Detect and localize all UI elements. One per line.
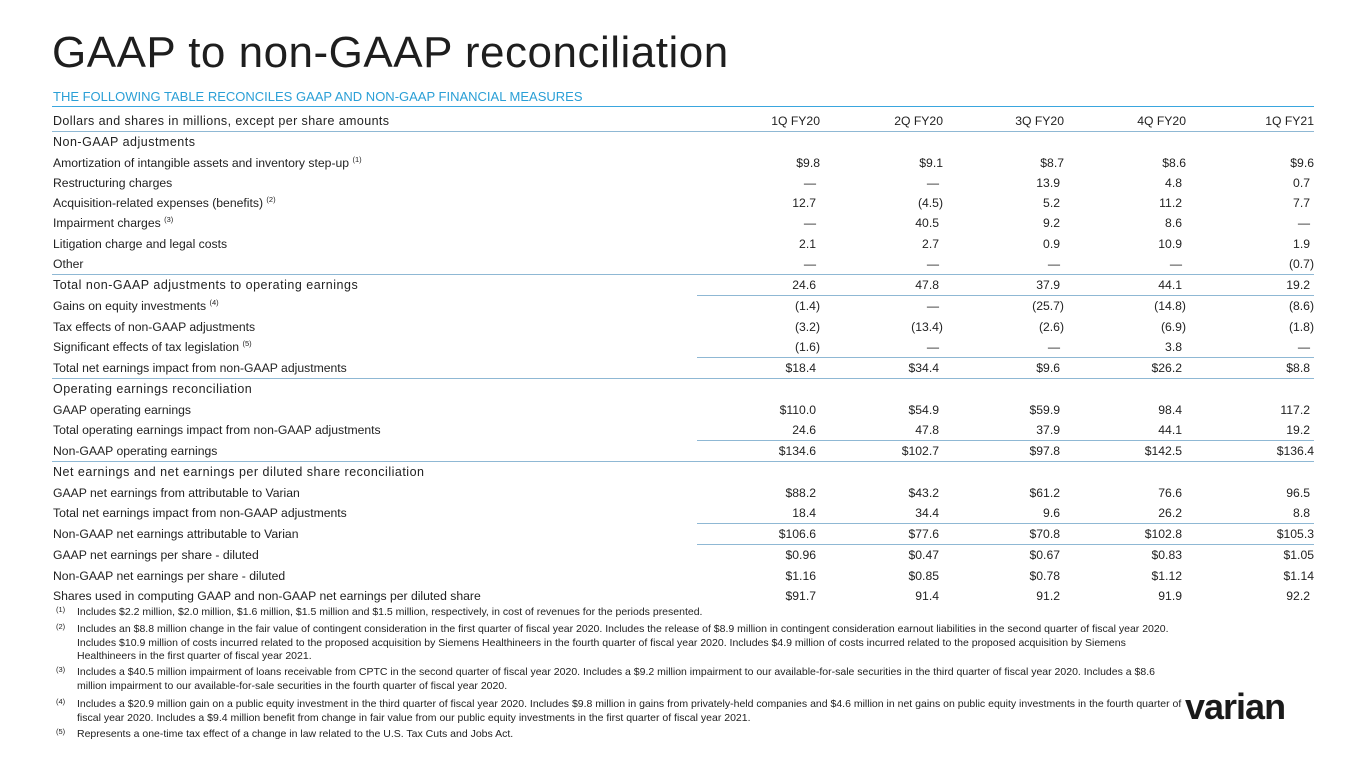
- cell-value: —: [803, 175, 816, 190]
- cell-value: 8.6: [1165, 216, 1182, 231]
- header-divider: [52, 106, 1314, 107]
- cell-value: (3.2): [794, 319, 820, 334]
- section-label: Net earnings and net earnings per diluted share reconciliation: [52, 462, 1314, 483]
- cell-value: $91.7: [785, 588, 816, 603]
- cell-value: $0.78: [1029, 568, 1060, 583]
- cell-value: $0.96: [697, 545, 820, 566]
- cell-value: $9.6: [943, 358, 1064, 379]
- cell-value: $1.05: [1186, 545, 1314, 566]
- cell-value: 4.8: [1165, 175, 1182, 190]
- cell-value: 24.6: [792, 422, 816, 437]
- footnote-mark: (2): [56, 622, 66, 631]
- cell-value: (1.6): [794, 339, 820, 354]
- cell-value: 76.6: [1158, 485, 1182, 500]
- cell-value: (8.6): [1186, 296, 1314, 317]
- cell-value: 12.7: [792, 196, 816, 211]
- cell-value: $102.7: [820, 441, 943, 462]
- reconciliation-table: [52, 111, 1314, 606]
- section-label: Non-GAAP adjustments: [53, 135, 196, 150]
- cell-value: 9.6: [1043, 505, 1060, 520]
- cell-value: —: [1169, 256, 1182, 271]
- cell-value: —: [926, 339, 939, 354]
- cell-value: 0.7: [1293, 175, 1310, 190]
- cell-value: 19.2: [1186, 275, 1314, 296]
- cell-value: $9.6: [1290, 155, 1314, 170]
- cell-value: $136.4: [1186, 441, 1314, 462]
- row-label: Litigation charge and legal costs: [53, 236, 228, 251]
- row-label: Shares used in computing GAAP and non-GAAP net earnings per diluted share: [53, 588, 481, 603]
- table-row: [52, 193, 1314, 213]
- cell-value: $110.0: [779, 402, 816, 417]
- cell-value: $106.6: [697, 524, 820, 545]
- table-row: [52, 503, 1314, 524]
- table-header-row: [52, 111, 1314, 132]
- cell-value: 117.2: [1280, 402, 1310, 417]
- cell-value: 10.9: [1158, 236, 1182, 251]
- table-row: [52, 254, 1314, 275]
- cell-value: 96.5: [1286, 485, 1310, 500]
- cell-value: (0.7): [1288, 256, 1314, 271]
- cell-value: 2.7: [922, 236, 939, 251]
- cell-value: (1.4): [697, 296, 820, 317]
- cell-value: 13.9: [1036, 175, 1060, 190]
- total-row: [52, 358, 1314, 379]
- table-row: [52, 566, 1314, 586]
- page-subtitle: THE FOLLOWING TABLE RECONCILES GAAP AND NON-GAAP FINANCIAL MEASURES: [53, 89, 583, 104]
- table-row: [52, 173, 1314, 193]
- cell-value: 47.8: [820, 275, 943, 296]
- footnote-text: Includes an $8.8 million change in the fair value of contingent consideration in the first quarter of fiscal year 2020. Includes the release of $8.9 million in contingent consideration earnout liabilities in the second quarter of fiscal year 2020. Includes $10.9 million of costs incurred related to the proposed acquisition by Siemens Healthineers in the fourth quarter of fiscal year 2020. Includes $4.9 million of costs incurred related to the proposed acquisition by Siemens Healthineers in the first quarter of fiscal year 2021.: [77, 623, 1169, 662]
- section-row: [52, 132, 1314, 153]
- footnote-ref: (5): [242, 339, 252, 349]
- footnote: [56, 698, 1186, 725]
- row-label: Other: [53, 256, 84, 271]
- cell-value: $61.2: [1029, 485, 1060, 500]
- total-row: [52, 275, 1314, 296]
- cell-value: (4.5): [917, 196, 943, 211]
- footnote: [56, 606, 1186, 620]
- table-row: [52, 483, 1314, 503]
- cell-value: —: [926, 175, 939, 190]
- cell-value: (6.9): [1160, 319, 1186, 334]
- cell-value: $18.4: [697, 358, 820, 379]
- row-label: Non-GAAP net earnings per share - diluted: [53, 568, 286, 583]
- row-label: Total operating earnings impact from non-GAAP adjustments: [53, 423, 381, 438]
- cell-value: $43.2: [908, 485, 939, 500]
- cell-value: 18.4: [792, 505, 816, 520]
- row-label: Total non-GAAP adjustments to operating earnings: [52, 275, 697, 296]
- cell-value: $8.8: [1186, 358, 1314, 379]
- row-label: Acquisition-related expenses (benefits) $^{(2)}$: [53, 195, 276, 211]
- cell-value: $0.83: [1064, 545, 1186, 566]
- row-label: Non-GAAP net earnings attributable to Varian: [53, 527, 299, 542]
- cell-value: $34.4: [820, 358, 943, 379]
- footnote-text: Represents a one-time tax effect of a change in law related to the U.S. Tax Cuts and Jobs Act.: [77, 728, 514, 740]
- cell-value: 8.8: [1293, 505, 1310, 520]
- cell-value: $102.8: [1064, 524, 1186, 545]
- cell-value: $26.2: [1064, 358, 1186, 379]
- row-label: GAAP net earnings per share - diluted: [53, 548, 259, 563]
- cell-value: —: [803, 256, 816, 271]
- cell-value: (14.8): [1064, 296, 1186, 317]
- table-row: [52, 153, 1314, 173]
- cell-value: 0.9: [1043, 236, 1060, 251]
- cell-value: 34.4: [915, 505, 939, 520]
- cell-value: 7.7: [1293, 196, 1310, 211]
- footnote-ref: (3): [164, 215, 174, 225]
- cell-value: 26.2: [1158, 505, 1182, 520]
- cell-value: 91.2: [1036, 588, 1060, 603]
- table-row: [52, 586, 1314, 606]
- cell-value: —: [1297, 216, 1310, 231]
- table-row: [52, 317, 1314, 337]
- cell-value: —: [1047, 339, 1060, 354]
- column-header: 4Q FY20: [1064, 111, 1186, 132]
- row-label: Significant effects of tax legislation $^{(5)}$: [53, 339, 252, 355]
- cell-value: 47.8: [915, 422, 939, 437]
- cell-value: 24.6: [697, 275, 820, 296]
- cell-value: 40.5: [915, 216, 939, 231]
- row-label: Total net earnings impact from non-GAAP adjustments: [53, 360, 347, 375]
- row-label: Impairment charges $^{(3)}$: [53, 215, 174, 231]
- row-label: Restructuring charges: [53, 175, 173, 190]
- cell-value: $105.3: [1186, 524, 1314, 545]
- section-row: [52, 462, 1314, 483]
- cell-value: $142.5: [1064, 441, 1186, 462]
- cell-value: $8.6: [1162, 155, 1186, 170]
- cell-value: 19.2: [1286, 422, 1310, 437]
- total-row: [52, 524, 1314, 545]
- cell-value: $1.12: [1151, 568, 1182, 583]
- cell-value: (1.8): [1288, 319, 1314, 334]
- footnote-mark: (1): [56, 605, 66, 614]
- total-row: [52, 441, 1314, 462]
- row-label: Gains on equity investments $^{(4)}$: [53, 298, 219, 314]
- row-label: GAAP operating earnings: [53, 402, 191, 417]
- footnote-mark: (5): [56, 727, 66, 736]
- cell-value: —: [803, 216, 816, 231]
- row-label: Non-GAAP operating earnings: [53, 443, 218, 458]
- cell-value: $9.1: [919, 155, 943, 170]
- row-label: Total net earnings impact from non-GAAP adjustments: [53, 506, 347, 521]
- cell-value: $1.16: [785, 568, 816, 583]
- cell-value: 2.1: [799, 236, 816, 251]
- table-row: [52, 337, 1314, 358]
- footnote-text: Includes a $20.9 million gain on a public equity investment in the third quarter of fiscal year 2020. Includes $9.8 million in gains from privately-held companies and $4.6 million in net gains on public equity investments in the fourth quarter of fiscal year 2020. Includes a $9.4 million benefit from change in fair value from our public equity investments in the first quarter of fiscal year 2021.: [77, 698, 1182, 724]
- table-row: [52, 234, 1314, 254]
- cell-value: $88.2: [785, 485, 816, 500]
- footnote: [56, 666, 1186, 693]
- footnote-ref: (4): [209, 298, 219, 308]
- cell-value: —: [820, 296, 943, 317]
- column-header: 1Q FY21: [1186, 111, 1314, 132]
- cell-value: —: [1047, 256, 1060, 271]
- cell-value: $1.14: [1283, 568, 1314, 583]
- cell-value: 37.9: [1036, 422, 1060, 437]
- table-row: [52, 420, 1314, 441]
- footnote-ref: (2): [266, 195, 276, 205]
- logo-text: varian: [1185, 692, 1286, 724]
- cell-value: $97.8: [943, 441, 1064, 462]
- cell-value: 91.9: [1158, 588, 1182, 603]
- column-header: 1Q FY20: [697, 111, 820, 132]
- footnote-text: Includes a $40.5 million impairment of loans receivable from CPTC in the second quarter of fiscal year 2020. Includes a $9.2 million impairment to our available-for-sale securities in the third quarter of fiscal year 2020. Includes a $8.6 million impairment to our available-for-sale securities in the fourth quarter of fiscal year 2020.: [77, 666, 1155, 692]
- table-row: [52, 400, 1314, 420]
- cell-value: $8.7: [1040, 155, 1064, 170]
- table-row: [52, 296, 1314, 317]
- cell-value: —: [1297, 339, 1310, 354]
- footnote-mark: (4): [56, 697, 66, 706]
- footnote-text: Includes $2.2 million, $2.0 million, $1.6 million, $1.5 million and $1.5 million, respectively, in cost of revenues for the periods presented.: [77, 606, 703, 618]
- cell-value: 1.9: [1293, 236, 1310, 251]
- table-row: [52, 213, 1314, 233]
- page-title: GAAP to non-GAAP reconciliation: [52, 28, 729, 77]
- footnote: [56, 728, 1186, 742]
- column-header: 2Q FY20: [820, 111, 943, 132]
- cell-value: 44.1: [1158, 422, 1182, 437]
- cell-value: —: [926, 256, 939, 271]
- cell-value: (25.7): [943, 296, 1064, 317]
- row-label: Tax effects of non-GAAP adjustments: [53, 319, 256, 334]
- cell-value: $77.6: [820, 524, 943, 545]
- cell-value: (2.6): [1038, 319, 1064, 334]
- cell-value: 44.1: [1064, 275, 1186, 296]
- table-row: [52, 545, 1314, 566]
- footnote-mark: (3): [56, 665, 66, 674]
- cell-value: (13.4): [911, 319, 943, 334]
- cell-value: 9.2: [1043, 216, 1060, 231]
- column-header: 3Q FY20: [943, 111, 1064, 132]
- cell-value: $54.9: [908, 402, 939, 417]
- cell-value: $70.8: [943, 524, 1064, 545]
- cell-value: $0.85: [908, 568, 939, 583]
- cell-value: $134.6: [697, 441, 820, 462]
- cell-value: 92.2: [1286, 588, 1310, 603]
- cell-value: 37.9: [943, 275, 1064, 296]
- row-label: GAAP net earnings from attributable to Varian: [53, 485, 300, 500]
- varian-logo: [1185, 692, 1315, 724]
- cell-value: 98.4: [1158, 402, 1182, 417]
- header-label: Dollars and shares in millions, except per share amounts: [52, 111, 697, 132]
- cell-value: 5.2: [1043, 196, 1060, 211]
- row-label: Amortization of intangible assets and inventory step-up $^{(1)}$: [53, 154, 362, 170]
- section-label: Operating earnings reconciliation: [52, 379, 1314, 400]
- footnote-ref: (1): [352, 154, 362, 164]
- cell-value: 91.4: [915, 588, 939, 603]
- cell-value: $0.47: [820, 545, 943, 566]
- cell-value: 11.2: [1159, 196, 1182, 211]
- cell-value: 3.8: [1165, 339, 1182, 354]
- footnote: [56, 623, 1186, 664]
- section-row: [52, 379, 1314, 400]
- cell-value: $9.8: [796, 155, 820, 170]
- cell-value: $0.67: [943, 545, 1064, 566]
- cell-value: $59.9: [1029, 402, 1060, 417]
